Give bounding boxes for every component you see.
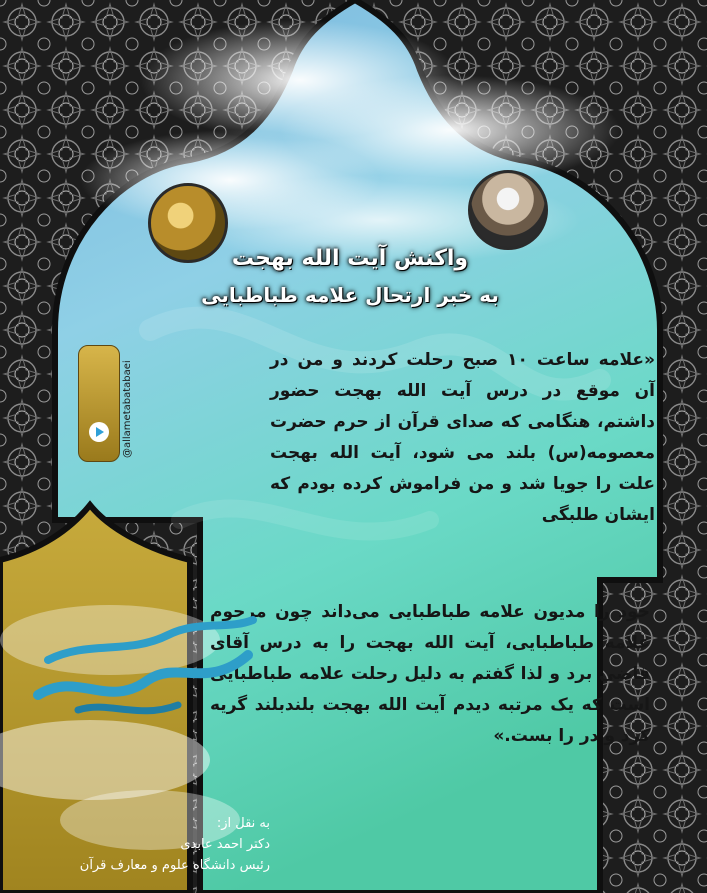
quote-text-upper: «علامه ساعت ۱۰ صبح رحلت کردند و من در آن موقع در درس آیت الله بهجت حضور داشتم، هنگامی که صدای قرآن از حرم حضرت معصومه(س) بلند می شود، آیت الله بهجت علت را جویا شد و من فراموش کرده بودم که ایشان طلبگی bbox=[270, 350, 655, 525]
social-handle-wrap bbox=[122, 348, 136, 458]
play-badge bbox=[89, 422, 109, 442]
source-position: رئیس دانشگاه علوم و معارف قرآن bbox=[79, 858, 270, 873]
play-icon bbox=[96, 427, 104, 437]
headline: واکنش آیت الله بهجت bbox=[231, 246, 469, 271]
portrait-ayatollah-bahjat bbox=[468, 170, 548, 250]
social-handle: @allametabatabaei bbox=[122, 360, 133, 458]
channel-logo-badge[interactable] bbox=[78, 345, 120, 462]
allameh-calligraphy-logo bbox=[18, 600, 268, 730]
subheadline: به خبر ارتحال علامه طباطبایی bbox=[201, 283, 499, 307]
source-label: به نقل از: bbox=[216, 816, 270, 831]
source-credit bbox=[60, 813, 270, 876]
source-name: دکتر احمد عابدی bbox=[180, 837, 270, 852]
quote-text-lower: خود را مدیون علامه طباطبایی می‌داند چون مرحوم علامه طباطبایی، آیت الله بهجت را به درس آقای قاضی برد و لذا گفتم به دلیل رحلت علامه طباطبایی است که یک مرتبه دیدم آیت الله بهجت بلندبلند گریه کرد و در را بست.» bbox=[210, 602, 650, 746]
